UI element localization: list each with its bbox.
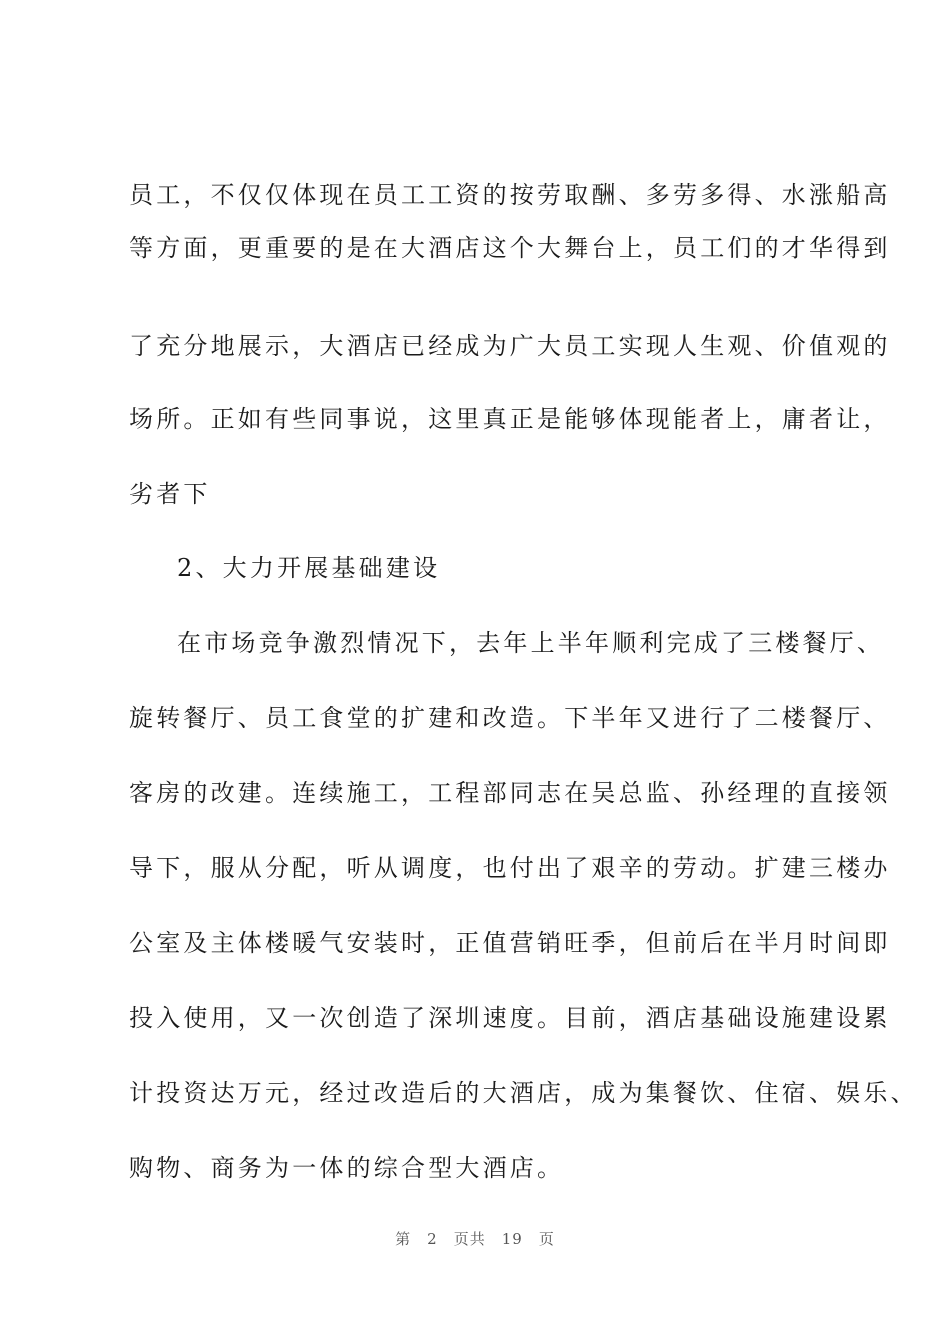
paragraph-line: 在市场竞争激烈情况下，去年上半年顺利完成了三楼餐厅、 (177, 629, 885, 657)
paragraph-line: 等方面，更重要的是在大酒店这个大舞台上，员工们的才华得到 (129, 234, 891, 262)
footer-page-number: 2 (427, 1230, 438, 1248)
paragraph-line: 投入使用，又一次创造了深圳速度。目前，酒店基础设施建设累 (129, 1004, 891, 1032)
paragraph-line: 客房的改建。连续施工，工程部同志在吴总监、孙经理的直接领 (129, 779, 891, 807)
paragraph-line: 公室及主体楼暖气安装时，正值营销旺季，但前后在半月时间即 (129, 929, 891, 957)
paragraph-line: 场所。正如有些同事说，这里真正是能够体现能者上，庸者让， (129, 405, 891, 433)
page-footer (0, 1229, 950, 1249)
paragraph-line: 了充分地展示，大酒店已经成为广大员工实现人生观、价值观的 (129, 332, 891, 360)
paragraph-line: 劣者下 (129, 480, 211, 508)
paragraph-line: 计投资达万元，经过改造后的大酒店，成为集餐饮、住宿、娱乐、 (129, 1079, 918, 1107)
footer-prefix: 第 (395, 1230, 412, 1248)
footer-total-pages: 19 (501, 1230, 523, 1248)
paragraph-line: 旋转餐厅、员工食堂的扩建和改造。下半年又进行了二楼餐厅、 (129, 704, 891, 732)
footer-middle: 页共 (453, 1230, 486, 1248)
footer-suffix: 页 (538, 1230, 555, 1248)
paragraph-line: 导下，服从分配，听从调度，也付出了艰辛的劳动。扩建三楼办 (129, 854, 891, 882)
paragraph-line: 员工，不仅仅体现在员工工资的按劳取酬、多劳多得、水涨船高 (129, 181, 891, 209)
section-heading: 2、大力开展基础建设 (177, 554, 441, 582)
paragraph-line: 购物、商务为一体的综合型大酒店。 (129, 1154, 565, 1182)
